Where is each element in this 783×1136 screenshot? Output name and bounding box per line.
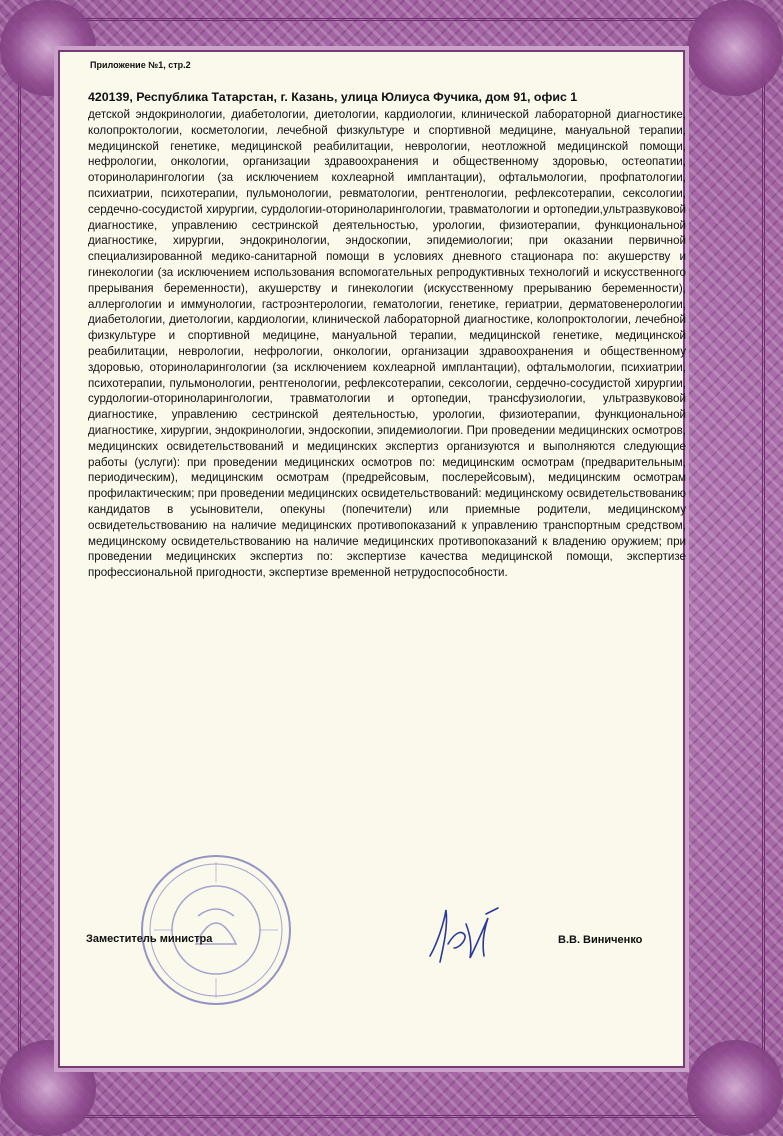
license-services-text: детской эндокринологии, диабетологии, диетологии, кардиологии, клинической лабораторной диагностике, колопроктологии, косметологии, лечебной физкультуре и спортивной медицине, мануальной терапии, медицинской генетике, медицинской реабилитации, неврологии, неотложной медицинской помощи, нефрологии, онкологии, организации здравоохранения и общественному здоровью, остеопатии, оториноларингологии (за исключением кохлеарной имплантации), офтальмологии, профпатологии, психиатрии, психотерапии, пульмонологии, ревматологии, рентгенологии, рефлексотерапии, сексологии, сердечно-сосудистой хирургии, сурдологии-оториноларингологии, травматологии и ортопедии,ультразвуковой диагностике, управлению сестринской деятельностью, урологии, физиотерапии, функциональной диагностике, хирургии, эндокринологии, эндоскопии, эпидемиологии; при оказании первичной специализированной медико-санитарной помощи в условиях дневного стационара по: акушерству и гинекологии (за исключением использования вспомогательных репродуктивных технологий и искусственного прерывания беременности), акушерству и гинекологии (искусственному прерыванию беременности), аллергологии и иммунологии, гастроэнтерологии, гематологии, генетике, гериатрии, дерматовенерологии, диабетологии, диетологии, кардиологии, клинической лабораторной диагностике, колопроктологии, лечебной физкультуре и спортивной медицине, мануальной терапии, медицинской генетике, медицинской реабилитации, неврологии, нефрологии, онкологии, организации здравоохранения и общественному здоровью, оториноларингологии (за исключением кохлеарной имплантации), офтальмологии, психиатрии, психотерапии, пульмонологии, рентгенологии, рефлексотерапии, сексологии, сердечно-сосудистой хирургии, сурдологии-оториноларингологии, травматологии и ортопедии, трансфузиологии, ультразвуковой диагностике, управлению сестринской деятельностью, урологии, физиотерапии, функциональной диагностике, хирургии, эндокринологии, эндоскопии, эпидемиологии. При проведении медицинских осмотров, медицинских освидетельствований и медицинских экспертиз организуются и выполняются следующие работы (услуги): при проведении медицинских осмотров по: медицинским осмотрам (предварительным, периодическим), медицинским осмотрам (предрейсовым, послерейсовым), медицинским осмотрам профилактическим; при проведении медицинских освидетельствований: медицинскому освидетельствованию кандидатов в усыновители, опекуны (попечители) или приемные родители, медицинскому освидетельствованию на наличие медицинских противопоказаний к управлению транспортным средством, медицинскому освидетельствованию на наличие медицинских противопоказаний к владению оружием; при проведении медицинских экспертиз по: экспертизе качества медицинской помощи, экспертизе профессиональной пригодности, экспертизе временной нетрудоспособности.: [88, 108, 686, 580]
signer-position: Заместитель министра: [86, 933, 213, 945]
handwritten-signature-icon: [424, 904, 504, 968]
appendix-label: Приложение №1, стр.2: [90, 60, 191, 70]
corner-ornament-bottom-right: [687, 1040, 783, 1136]
signer-name: В.В. Виниченко: [558, 934, 643, 946]
official-seal-icon: [138, 852, 294, 1008]
organization-address: 420139, Республика Татарстан, г. Казань, улица Юлиуса Фучика, дом 91, офис 1: [88, 90, 578, 104]
corner-ornament-top-right: [687, 0, 783, 96]
